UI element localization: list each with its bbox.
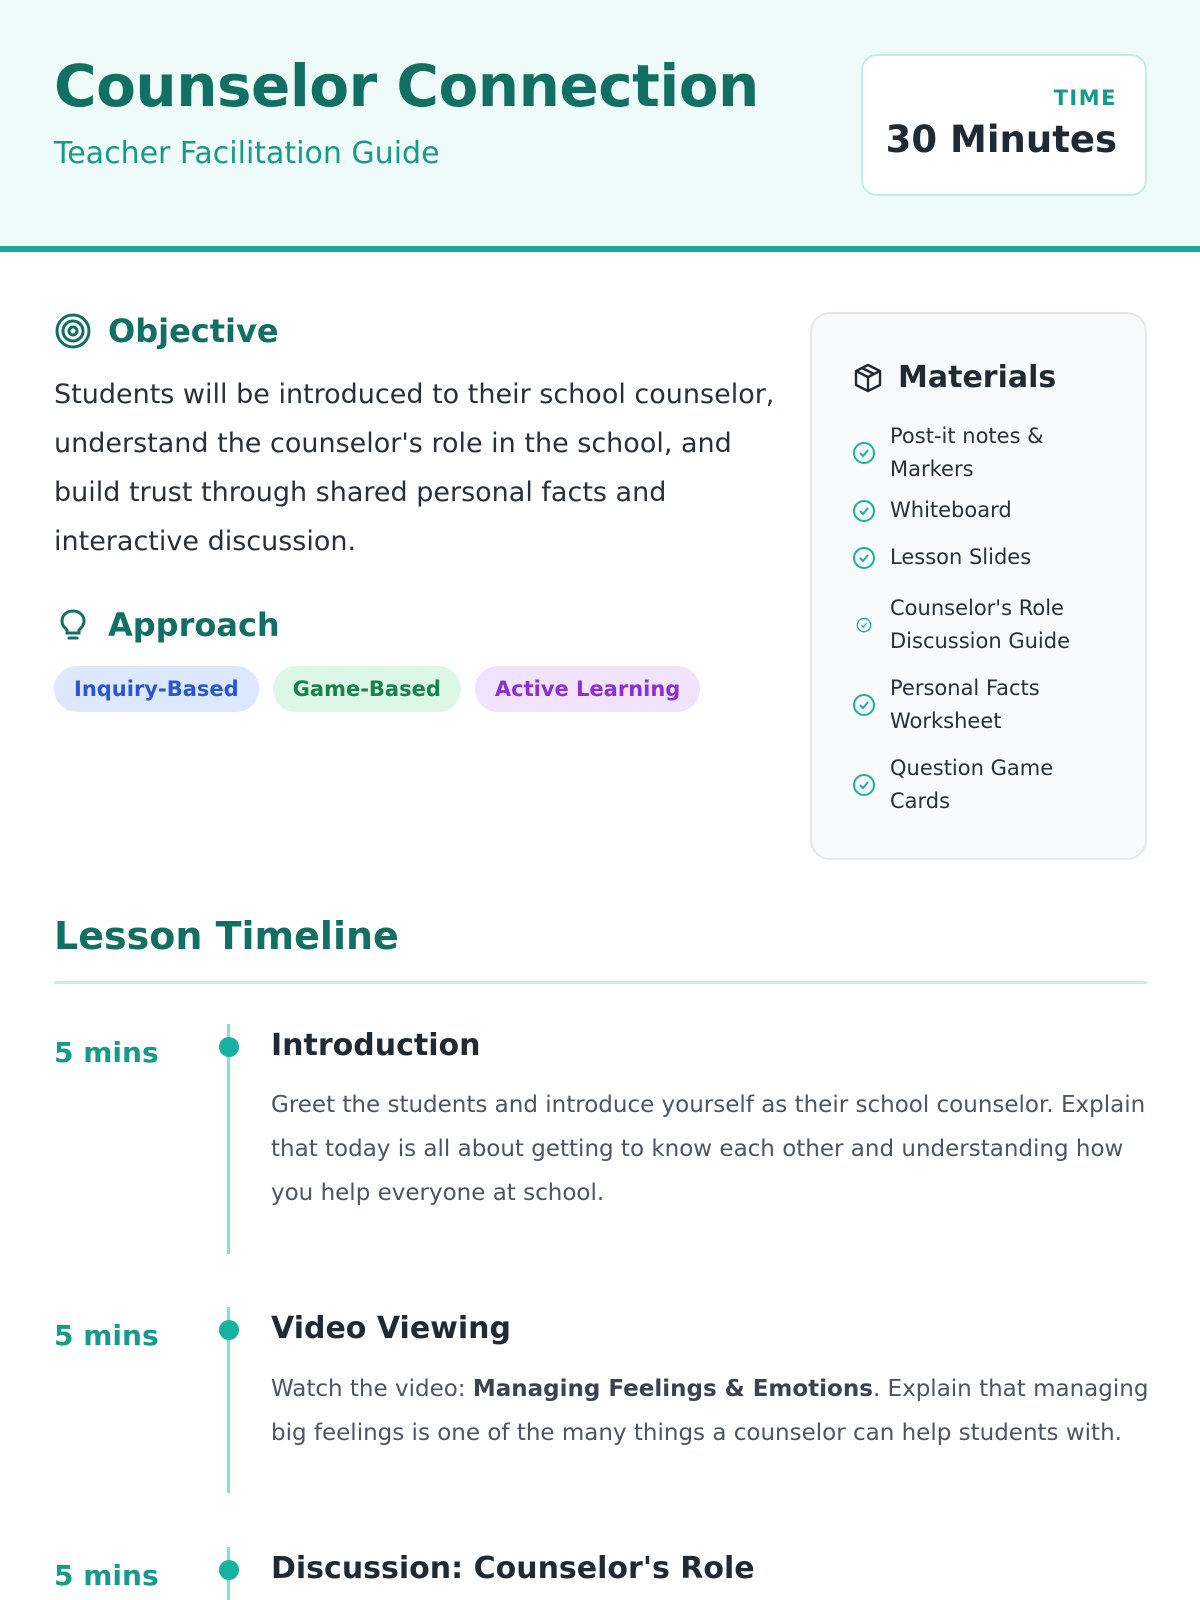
approach-heading-label: Approach xyxy=(108,606,280,644)
material-label: Question Game Cards xyxy=(890,756,1054,813)
step-description-text: Watch the video: xyxy=(271,1376,473,1402)
check-circle-icon xyxy=(856,617,872,633)
timeline-dot xyxy=(219,1037,239,1057)
check-circle-icon xyxy=(852,499,876,523)
step-duration: 5 mins xyxy=(54,1319,159,1352)
material-item xyxy=(852,672,1110,738)
material-item xyxy=(852,420,1110,486)
time-label: TIME xyxy=(1053,86,1117,110)
video-title: Managing Feelings & Emotions xyxy=(472,1376,873,1402)
timeline-dot xyxy=(219,1320,239,1340)
target-icon xyxy=(54,312,92,350)
approach-heading xyxy=(54,606,280,644)
tag-inquiry-based: Inquiry-Based xyxy=(54,666,259,712)
page-subtitle: Teacher Facilitation Guide xyxy=(54,136,440,171)
tag-game-based: Game-Based xyxy=(273,666,461,712)
step-description: Greet the students and introduce yourself as their school counselor. Explain that today is all about getting to know each other and understanding how you help everyone at school. xyxy=(271,1092,1146,1206)
approach-tags xyxy=(54,666,700,712)
objective-heading xyxy=(54,312,279,350)
step-description xyxy=(271,1367,1151,1455)
timeline-connector xyxy=(227,1024,230,1254)
step-title: Introduction xyxy=(271,1028,481,1063)
page-header xyxy=(0,0,1200,252)
material-label: Counselor's Role Discussion Guide xyxy=(890,596,1071,653)
step-duration: 5 mins xyxy=(54,1036,159,1069)
step-title: Video Viewing xyxy=(271,1311,511,1346)
materials-card xyxy=(810,312,1147,860)
timeline-divider xyxy=(54,981,1147,984)
material-label: Lesson Slides xyxy=(890,545,1032,569)
step-duration: 5 mins xyxy=(54,1559,159,1592)
check-circle-icon xyxy=(852,773,876,797)
package-icon xyxy=(852,362,884,394)
material-item xyxy=(852,541,1110,574)
check-circle-icon xyxy=(852,693,876,717)
tag-active-learning: Active Learning xyxy=(475,666,700,712)
check-circle-icon xyxy=(852,546,876,570)
materials-heading-label: Materials xyxy=(898,360,1057,395)
step-description-text: . Explain that managing big feelings is one of the many things a counselor can help students with. xyxy=(271,1376,1149,1446)
material-item xyxy=(852,752,1110,818)
materials-heading xyxy=(852,360,1056,395)
objective-heading-label: Objective xyxy=(108,312,279,350)
time-value: 30 Minutes xyxy=(885,118,1117,161)
material-label: Personal Facts Worksheet xyxy=(890,676,1040,733)
timeline-dot xyxy=(219,1560,239,1580)
page-title: Counselor Connection xyxy=(54,52,759,120)
material-label: Whiteboard xyxy=(890,498,1012,522)
step-title: Discussion: Counselor's Role xyxy=(271,1551,755,1586)
time-card xyxy=(861,54,1147,196)
material-label: Post-it notes & Markers xyxy=(890,424,1044,481)
material-item xyxy=(852,494,1110,527)
material-item xyxy=(852,592,1110,658)
lightbulb-icon xyxy=(54,606,92,644)
check-circle-icon xyxy=(852,441,876,465)
timeline-title: Lesson Timeline xyxy=(54,914,399,958)
objective-text: Students will be introduced to their school counselor, understand the counselor's role in the school, and build trust through shared personal facts and interactive discussion. xyxy=(54,379,775,557)
